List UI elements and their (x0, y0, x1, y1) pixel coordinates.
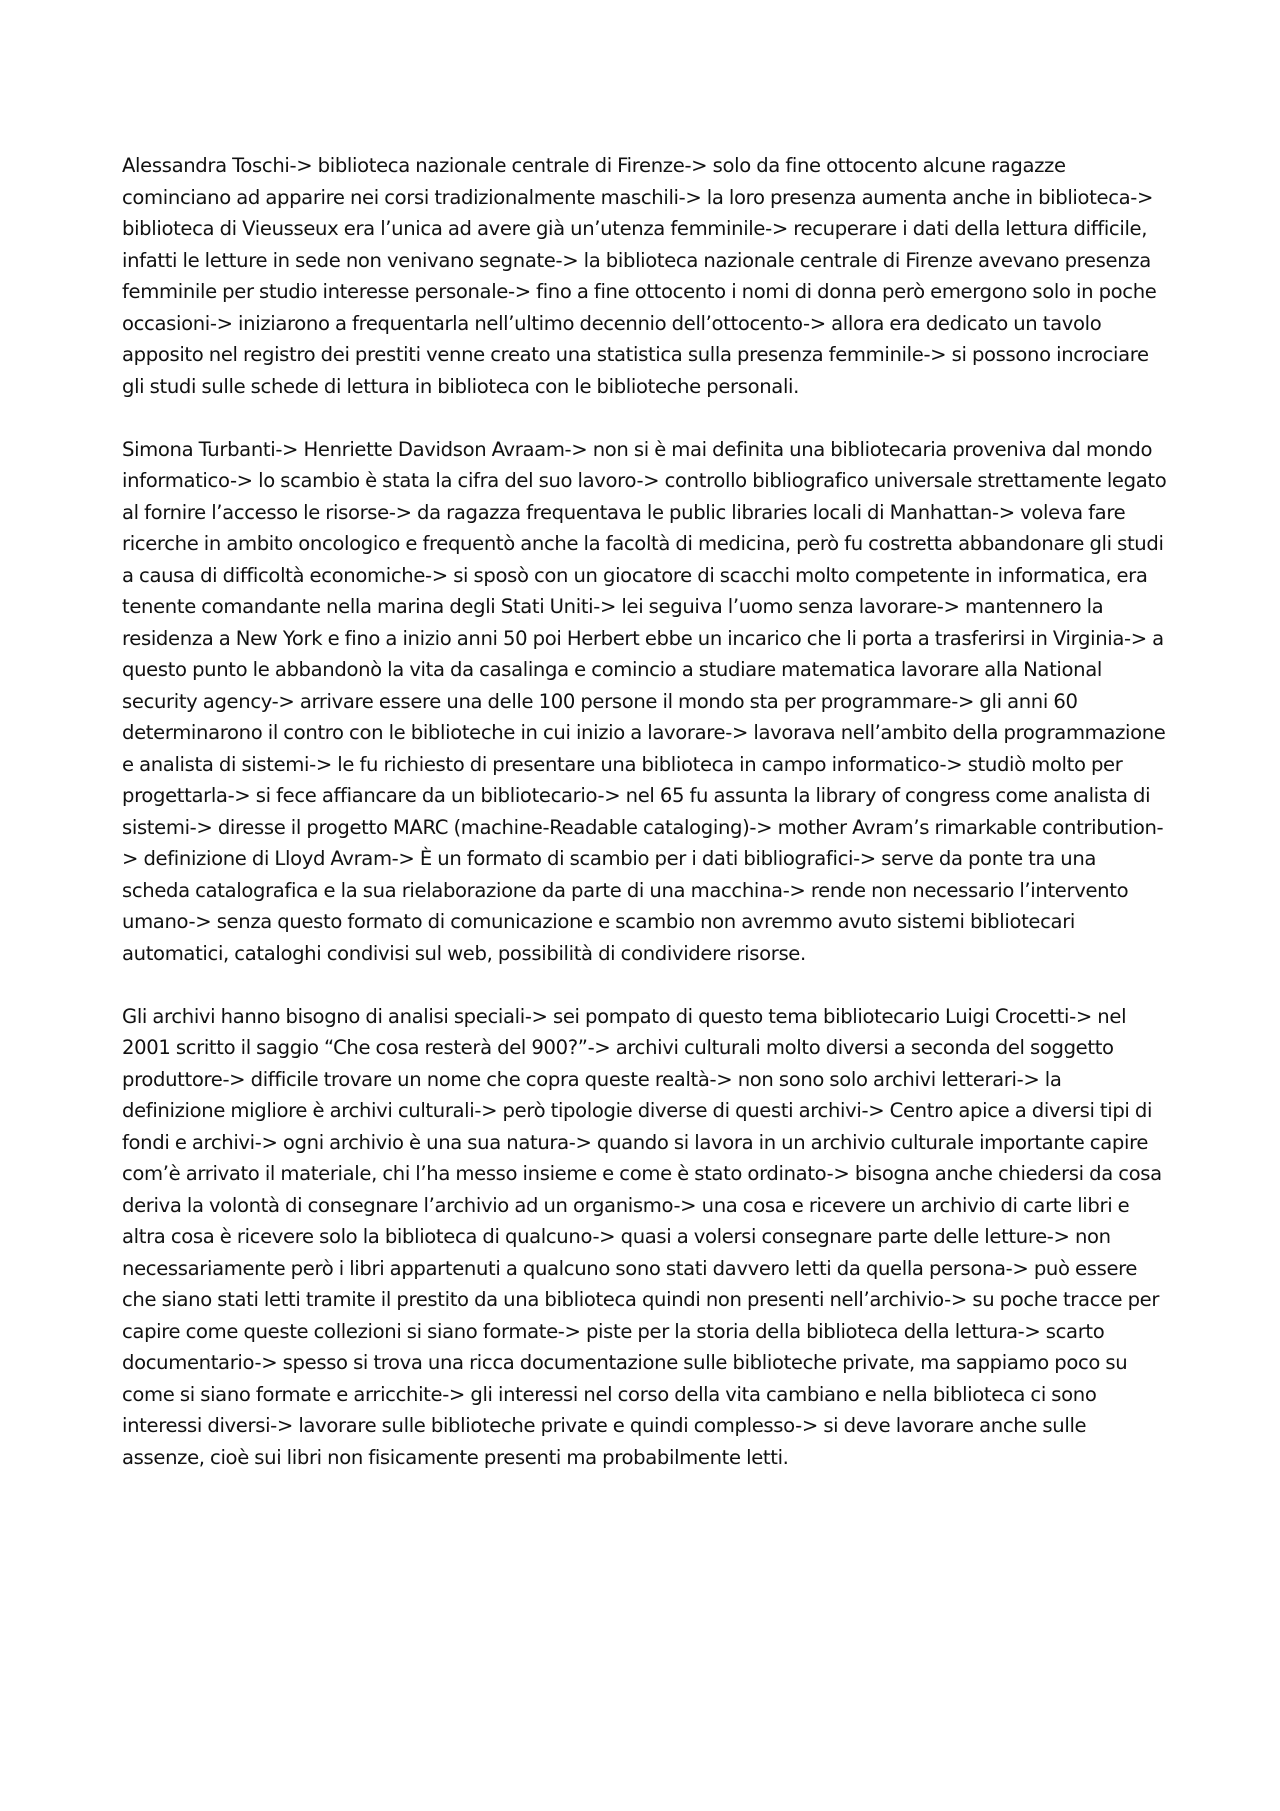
paragraph-turbanti: Simona Turbanti-> Henriette Davidson Avraam-> non si è mai definita una bibliotecaria proveniva dal mondo informatico-> lo scambio è stata la cifra del suo lavoro-> controllo bibliografico universale strettamente legato al fornire l’accesso le risorse-> da ragazza frequentava le public libraries locali di Manhattan-> voleva fare ricerche in ambito oncologico e frequentò anche la facoltà di medicina, però fu costretta abbandonare gli studi a causa di difficoltà economiche-> si sposò con un giocatore di scacchi molto competente in informatica, era tenente comandante nella marina degli Stati Uniti-> lei seguiva l’uomo senza lavorare-> mantennero la residenza a New York e fino a inizio anni 50 poi Herbert ebbe un incarico che li porta a trasferirsi in Virginia-> a questo punto le abbandonò la vita da casalinga e comincio a studiare matematica lavorare alla National security agency-> arrivare essere una delle 100 persone il mondo sta per programmare-> gli anni 60 determinarono il contro con le biblioteche in cui inizio a lavorare-> lavorava nell’ambito della programmazione e analista di sistemi-> le fu richiesto di presentare una biblioteca in campo informatico-> studiò molto per progettarla-> si fece affiancare da un bibliotecario-> nel 65 fu assunta la library of congress come analista di sistemi-> diresse il progetto MARC (machine-Readable cataloging)-> mother Avram’s rimarkable contribution-> definizione di Lloyd Avram-> È un formato di scambio per i dati bibliografici-> serve da ponte tra una scheda catalografica e la sua rielaborazione da parte di una macchina-> rende non necessario l’intervento umano-> senza questo formato di comunicazione e scambio non avremmo avuto sistemi bibliotecari automatici, cataloghi condivisi sul web, possibilità di condividere risorse. (122, 437, 1167, 965)
paragraph-toschi: Alessandra Toschi-> biblioteca nazionale centrale di Firenze-> solo da fine ottocento alcune ragazze cominciano ad apparire nei corsi tradizionalmente maschili-> la loro presenza aumenta anche in biblioteca-> biblioteca di Vieusseux era l’unica ad avere già un’utenza femminile-> recuperare i dati della lettura difficile, infatti le letture in sede non venivano segnate-> la biblioteca nazionale centrale di Firenze avevano presenza femminile per studio interesse personale-> fino a fine ottocento i nomi di donna però emergono solo in poche occasioni-> iniziarono a frequentarla nell’ultimo decennio dell’ottocento-> allora era dedicato un tavolo apposito nel registro dei prestiti venne creato una statistica sulla presenza femminile-> si possono incrociare gli studi sulle schede di lettura in biblioteca con le biblioteche personali. (122, 154, 1157, 398)
document-body (122, 150, 1167, 1505)
paragraph-archivi: Gli archivi hanno bisogno di analisi speciali-> sei pompato di questo tema bibliotecario Luigi Crocetti-> nel 2001 scritto il saggio “Che cosa resterà del 900?”-> archivi culturali molto diversi a seconda del soggetto produttore-> difficile trovare un nome che copra queste realtà-> non sono solo archivi letterari-> la definizione migliore è archivi culturali-> però tipologie diverse di questi archivi-> Centro apice a diversi tipi di fondi e archivi-> ogni archivio è una sua natura-> quando si lavora in un archivio culturale importante capire com’è arrivato il materiale, chi l’ha messo insieme e come è stato ordinato-> bisogna anche chiedersi da cosa deriva la volontà di consegnare l’archivio ad un organismo-> una cosa e ricevere un archivio di carte libri e altra cosa è ricevere solo la biblioteca di qualcuno-> quasi a volersi consegnare parte delle letture-> non necessariamente però i libri appartenuti a qualcuno sono stati davvero letti da quella persona-> può essere che siano stati letti tramite il prestito da una biblioteca quindi non presenti nell’archivio-> su poche tracce per capire come queste collezioni si siano formate-> piste per la storia della biblioteca della lettura-> scarto documentario-> spesso si trova una ricca documentazione sulle biblioteche private, ma sappiamo poco su come si siano formate e arricchite-> gli interessi nel corso della vita cambiano e nella biblioteca ci sono interessi diversi-> lavorare sulle biblioteche private e quindi complesso-> si deve lavorare anche sulle assenze, cioè sui libri non fisicamente presenti ma probabilmente letti. (122, 1004, 1162, 1469)
